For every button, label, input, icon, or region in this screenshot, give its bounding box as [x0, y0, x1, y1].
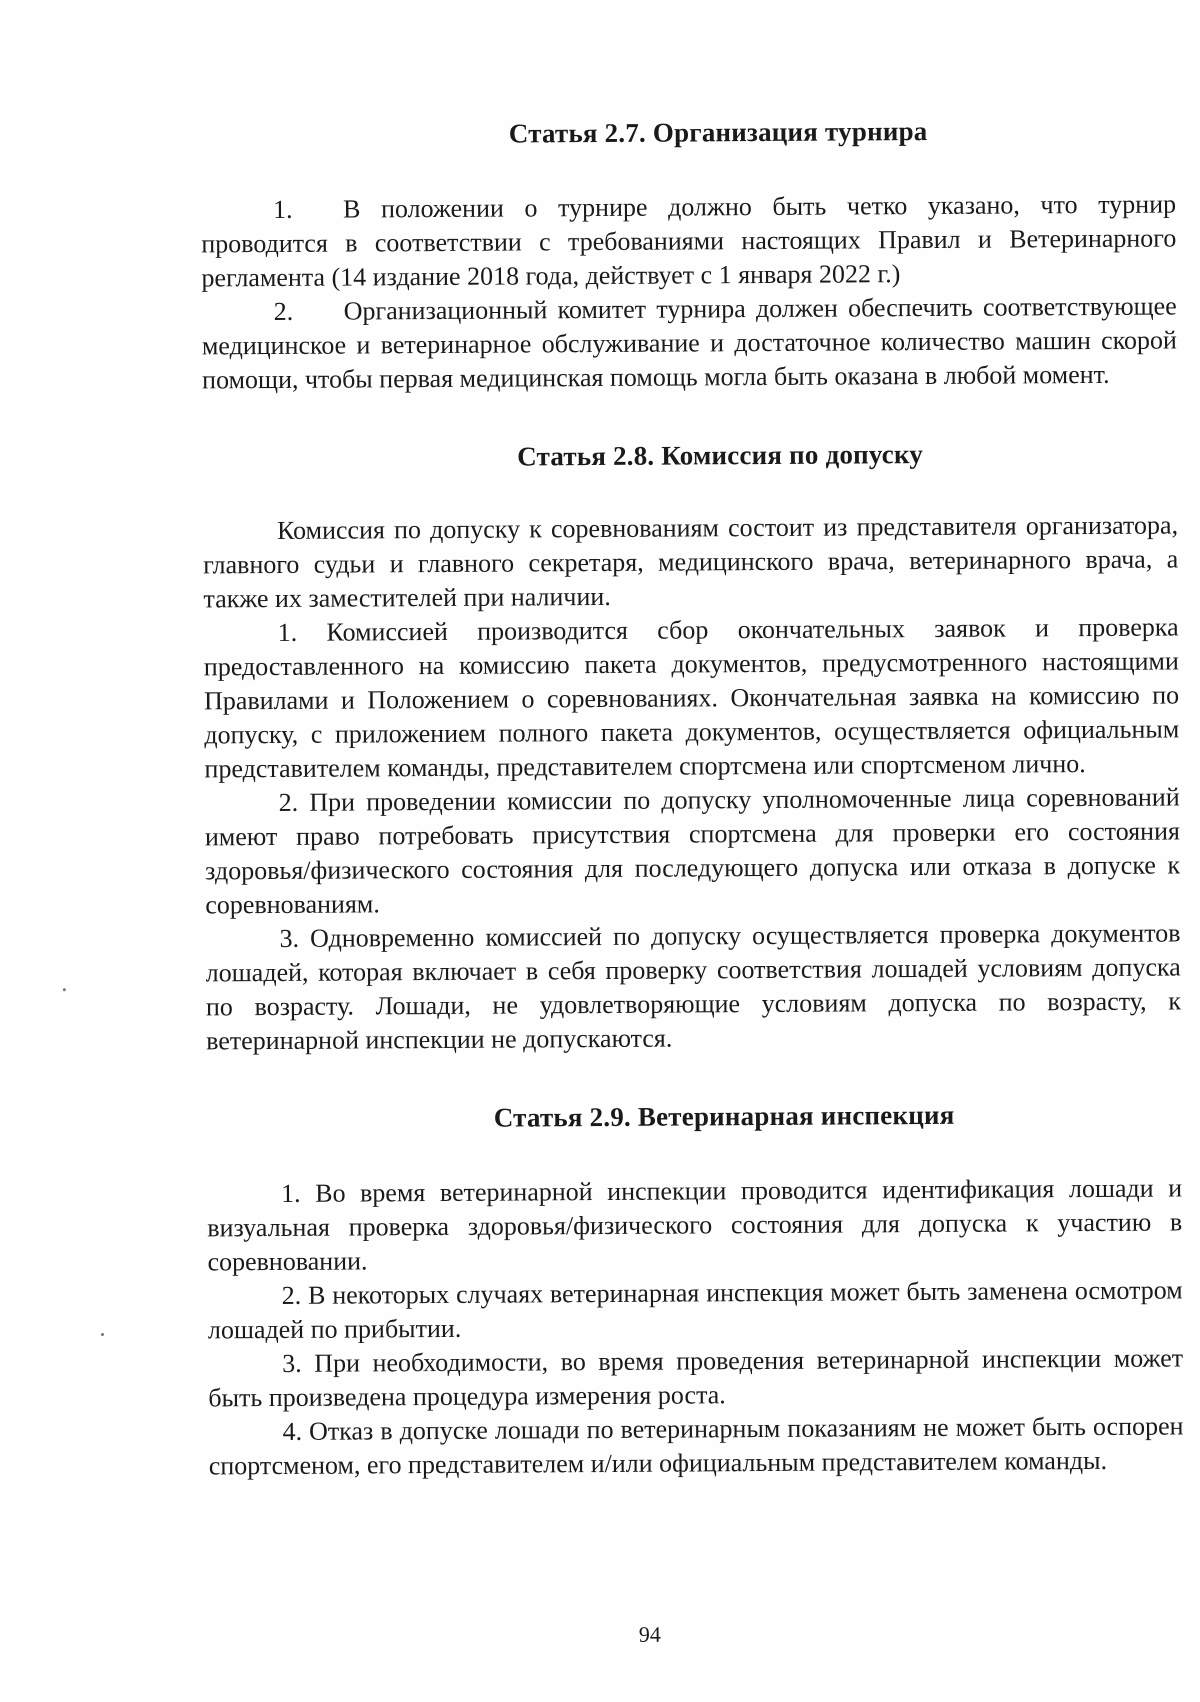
paragraph-text: В положении о турнире должно быть четко указано, что турнир проводится в соответствии с требованиями настоящих Правил и Ветеринарного регламента (14 издание 2018 года, действует с 1 января 2022 г.): [201, 189, 1177, 293]
paragraph-2-9-2: 2. В некоторых случаях ветеринарная инспекция может быть заменена осмотром лошадей по прибытии.: [207, 1275, 1183, 1345]
paragraph-text: Организационный комитет турнира должен обеспечить соответствующее медицинское и ветеринарное обслуживание и достаточное количество машин скорой помощи, чтобы первая медицинская помощь могла быть оказана в любой момент.: [201, 291, 1177, 395]
scan-speck: [63, 988, 66, 991]
paragraph-number: 1.: [272, 194, 293, 224]
paragraph-2-7-2: [202, 289, 1178, 397]
paragraph-2-9-1: 1. Во время ветеринарной инспекции проводится идентификация лошади и визуальная проверка здоровья/физического состояния для допуска к участию в соревновании.: [207, 1173, 1183, 1277]
page-number: 94: [638, 1621, 661, 1647]
paragraph-2-8-1: 1. Комиссией производится сбор окончательных заявок и проверка предоставленного на комиссию пакета документов, предусмотренного настоящими Правилами и Положением о соревнованиях. Окончательная заявка на комиссию по допуску, с приложением полного пакета документов, осуществляется официальным представителем команды, представителем спортсмена или спортсменом лично.: [203, 612, 1180, 784]
paragraph-2-9-4: 4. Отказ в допуске лошади по ветеринарным показаниям не может быть оспорен спортсменом, его представителем и/или официальным представителем команды.: [208, 1411, 1184, 1481]
paragraph-2-7-1: [201, 187, 1177, 295]
paragraph-2-8-3: 3. Одновременно комиссией по допуску осуществляется проверка документов лошадей, которая включает в себя проверку соответствия лошадей условиям допуска по возрасту. Лошади, не удовлетворяющие условиям допуска по возрасту, к ветеринарной инспекции не допускаются.: [205, 918, 1182, 1056]
paragraph-2-8-intro: Комиссия по допуску к соревнованиям состоит из представителя организатора, главного судьи и главного секретаря, медицинского врача, ветеринарного врача, а также их заместителей при наличии.: [203, 510, 1179, 614]
paragraph-number: 2.: [273, 296, 294, 326]
section-title-2-9: Статья 2.9. Ветеринарная инспекция: [493, 1099, 955, 1133]
page-content: [201, 114, 1184, 1483]
section-title-2-8: Статья 2.8. Комиссия по допуску: [517, 439, 924, 472]
paragraph-2-9-3: 3. При необходимости, во время проведения ветеринарной инспекции может быть произведена процедура измерения роста.: [208, 1343, 1184, 1413]
scan-speck: [101, 1333, 104, 1336]
section-title-2-7: Статья 2.7. Организация турнира: [508, 115, 928, 149]
paragraph-2-8-2: 2. При проведении комиссии по допуску уполномоченные лица соревнований имеют право потребовать присутствия спортсмена для проверки его состояния здоровья/физического состояния для последующего допуска или отказа в допуске к соревнованиям.: [204, 782, 1181, 920]
